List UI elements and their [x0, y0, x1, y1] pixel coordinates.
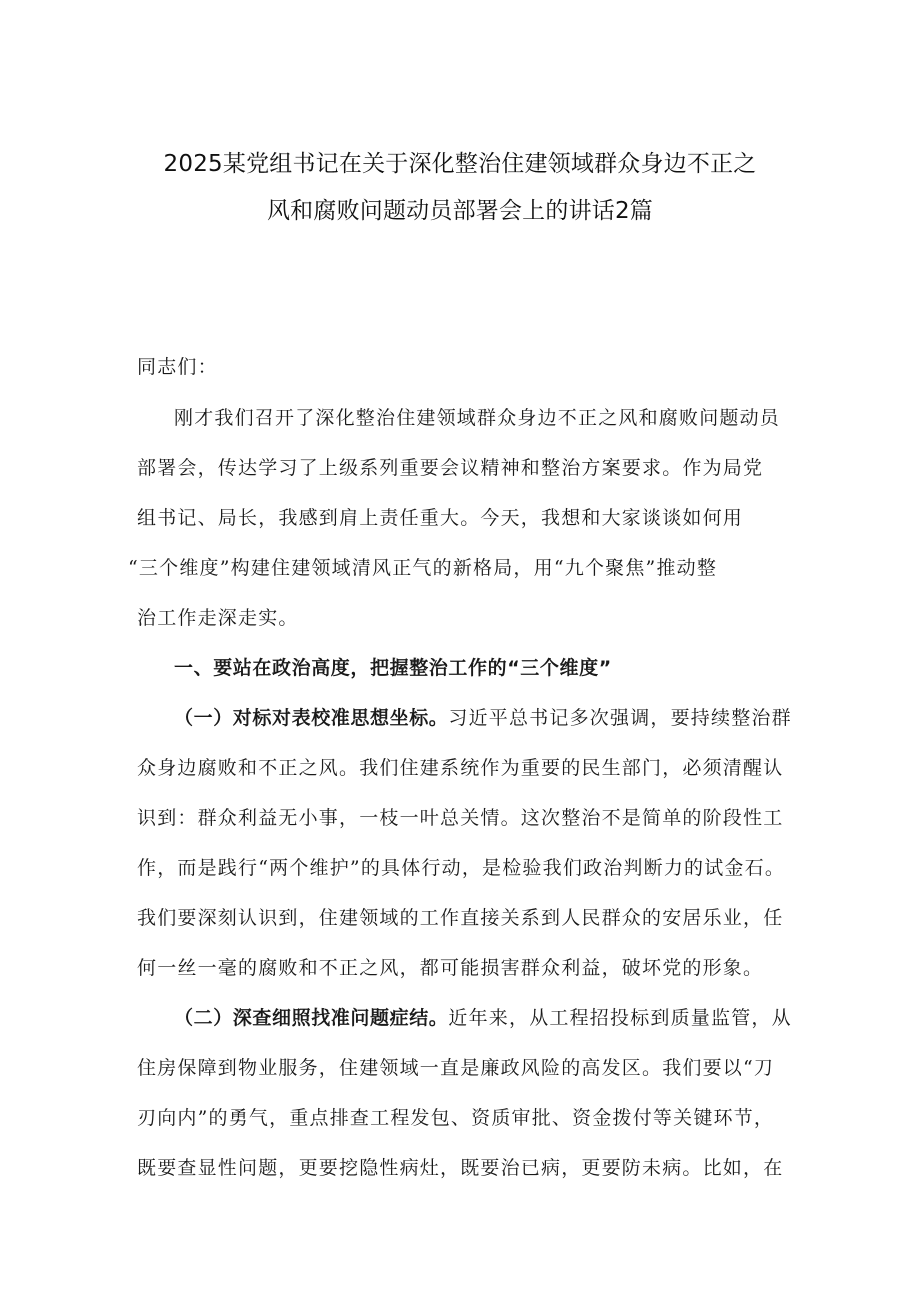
salutation: 同志们：: [137, 356, 218, 378]
section-heading: 一、要站在政治高度，把握整治工作的“三个维度”: [174, 657, 612, 679]
paragraph-line: 作，而是践行“两个维护”的具体行动，是检验我们政治判断力的试金石。: [137, 857, 786, 879]
intro-line: 组书记、局长，我感到肩上责任重大。今天，我想和大家谈谈如何用: [137, 507, 744, 529]
paragraph-text: 习近平总书记多次强调，要持续整治群: [448, 707, 792, 729]
paragraph-line: 住房保障到物业服务，住建领域一直是廉政风险的高发区。我们要以“刀: [137, 1057, 775, 1079]
intro-line: 刚才我们召开了深化整治住建领域群众身边不正之风和腐败问题动员: [174, 407, 781, 429]
document-title-line-1: 2025某党组书记在关于深化整治住建领域群众身边不正之: [163, 151, 757, 177]
paragraph-line: 众身边腐败和不正之风。我们住建系统作为重要的民生部门，必须清醒认: [137, 757, 784, 779]
paragraph-text: 近年来，从工程招投标到质量监管，从: [448, 1007, 792, 1029]
intro-line: “三个维度”构建住建领域清风正气的新格局，用“九个聚焦”推动整: [128, 557, 718, 579]
paragraph-line: 我们要深刻认识到，住建领域的工作直接关系到人民群众的安居乐业，任: [137, 907, 784, 929]
paragraph-line: 既要查显性问题，更要挖隐性病灶，既要治已病，更要防未病。比如，在: [137, 1157, 784, 1179]
paragraph-first-line: [174, 1003, 792, 1030]
subsection-heading: （二）深查细照找准问题症结。: [174, 1007, 449, 1029]
intro-line: 部署会，传达学习了上级系列重要会议精神和整治方案要求。作为局党: [137, 457, 764, 479]
document-title-line-2: 风和腐败问题动员部署会上的讲话2篇: [266, 198, 654, 224]
paragraph-line: 识到：群众利益无小事，一枝一叶总关情。这次整治不是简单的阶段性工: [137, 807, 784, 829]
paragraph-first-line: [174, 703, 792, 730]
paragraph-line: 何一丝一毫的腐败和不正之风，都可能损害群众利益，破坏党的形象。: [137, 957, 764, 979]
intro-line: 治工作走深走实。: [137, 607, 299, 629]
paragraph-line: 刃向内”的勇气，重点排查工程发包、资质审批、资金拨付等关键环节，: [137, 1107, 775, 1129]
subsection-heading: （一）对标对表校准思想坐标。: [174, 707, 449, 729]
